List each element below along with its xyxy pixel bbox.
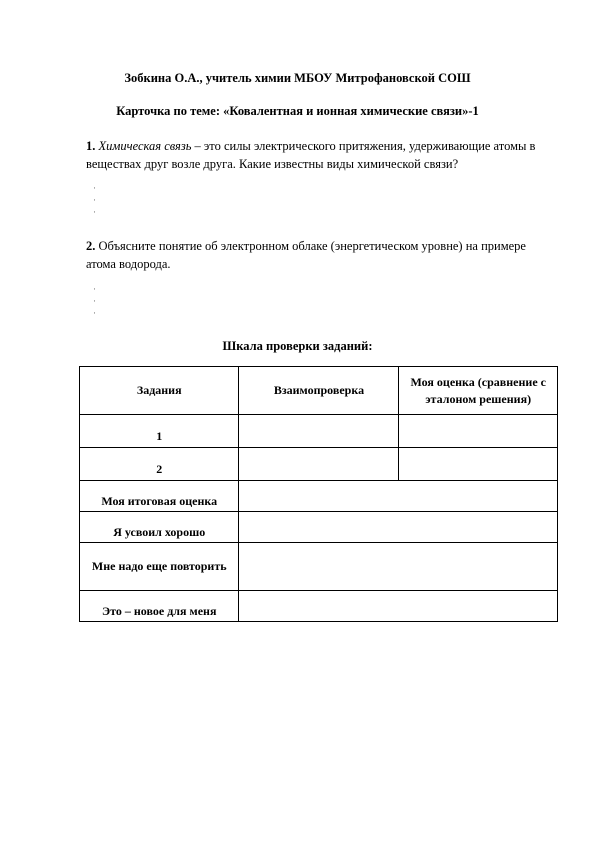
- question-2: [86, 237, 556, 273]
- task-number: 2: [80, 448, 239, 481]
- summary-label: Я усвоил хорошо: [80, 512, 239, 543]
- summary-value-cell[interactable]: [239, 512, 558, 543]
- grading-table: [79, 366, 558, 622]
- peer-check-cell[interactable]: [239, 415, 399, 448]
- question-1: [86, 137, 556, 173]
- question-1-text: – это силы электрического притяжения, удерживающие атомы в веществах друг возле друга. Какие известны виды химической связи?: [86, 139, 536, 171]
- summary-label: Это – новое для меня: [80, 591, 239, 622]
- self-grade-cell[interactable]: [399, 448, 558, 481]
- summary-label: Моя итоговая оценка: [80, 481, 239, 512]
- question-2-text: Объясните понятие об электронном облаке (энергетическом уровне) на примере атома водорода.: [86, 239, 526, 271]
- card-title: Карточка по теме: «Ковалентная и ионная химические связи»-1: [116, 104, 479, 118]
- header-peer-check: Взаимопроверка: [239, 367, 399, 415]
- question-1-number: 1.: [86, 139, 96, 153]
- peer-check-cell[interactable]: [239, 448, 399, 481]
- self-grade-cell[interactable]: [399, 415, 558, 448]
- table-row: [80, 512, 558, 543]
- question-2-number: 2.: [86, 239, 96, 253]
- table-row: [80, 481, 558, 512]
- table-row: [80, 448, 558, 481]
- question-1-term: Химическая связь: [98, 139, 192, 153]
- table-row: [80, 415, 558, 448]
- table-row: [80, 591, 558, 622]
- answer-space-2: · · ·: [93, 284, 96, 318]
- summary-label: Мне надо еще повторить: [80, 543, 239, 591]
- header-tasks: Задания: [80, 367, 239, 415]
- task-number: 1: [80, 415, 239, 448]
- header-self-grade: Моя оценка (сравнение с эталоном решения): [399, 367, 558, 415]
- author-line: Зобкина О.А., учитель химии МБОУ Митрофановской СОШ: [124, 71, 471, 85]
- table-row: [80, 543, 558, 591]
- table-header-row: [80, 367, 558, 415]
- answer-space-1: · · ·: [93, 183, 96, 217]
- scale-title: Шкала проверки заданий:: [222, 339, 373, 353]
- summary-value-cell[interactable]: [239, 591, 558, 622]
- summary-value-cell[interactable]: [239, 481, 558, 512]
- summary-value-cell[interactable]: [239, 543, 558, 591]
